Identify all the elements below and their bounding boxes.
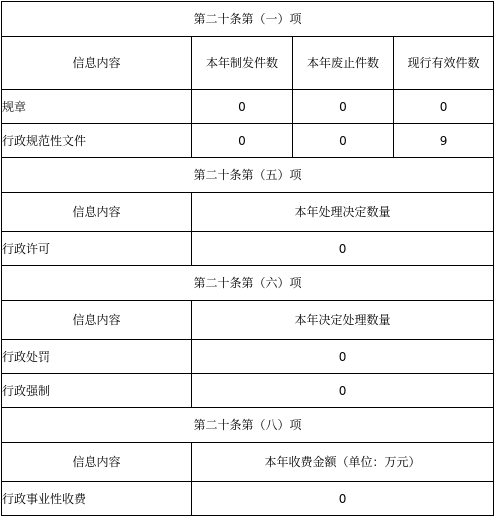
row-label: 行政规范性文件 <box>2 124 192 158</box>
header-row <box>2 37 494 90</box>
row-label: 行政事业性收费 <box>2 482 192 516</box>
section-title: 第二十条第（六）项 <box>2 266 494 301</box>
row-value: 0 <box>192 340 494 374</box>
row-value: 0 <box>192 232 494 266</box>
table-row <box>2 482 494 516</box>
header-repealed-count: 本年废止件数 <box>293 37 394 90</box>
table-row <box>2 232 494 266</box>
header-decision-count: 本年处理决定数量 <box>192 193 494 232</box>
disclosure-tables <box>1 1 495 514</box>
row-label: 规章 <box>2 90 192 124</box>
header-info-content: 信息内容 <box>2 193 192 232</box>
table-row <box>2 90 494 124</box>
table-row <box>2 124 494 158</box>
section-title-row <box>2 158 494 193</box>
header-info-content: 信息内容 <box>2 37 192 90</box>
header-row <box>2 193 494 232</box>
disclosure-table <box>1 1 494 516</box>
section-title: 第二十条第（一）项 <box>2 2 494 37</box>
row-value: 0 <box>192 374 494 408</box>
header-fee-amount: 本年收费金额（单位：万元） <box>192 443 494 482</box>
section-title-row <box>2 2 494 37</box>
header-row <box>2 301 494 340</box>
row-value: 0 <box>293 124 394 158</box>
header-row <box>2 443 494 482</box>
row-value: 0 <box>192 124 293 158</box>
header-issued-count: 本年制发件数 <box>192 37 293 90</box>
row-value: 0 <box>192 482 494 516</box>
row-label: 行政强制 <box>2 374 192 408</box>
table-row <box>2 374 494 408</box>
section-title: 第二十条第（八）项 <box>2 408 494 443</box>
header-valid-count: 现行有效件数 <box>394 37 494 90</box>
header-info-content: 信息内容 <box>2 301 192 340</box>
header-info-content: 信息内容 <box>2 443 192 482</box>
section-title-row <box>2 408 494 443</box>
table-row <box>2 340 494 374</box>
row-value: 0 <box>293 90 394 124</box>
row-value: 0 <box>394 90 494 124</box>
header-handling-count: 本年决定处理数量 <box>192 301 494 340</box>
row-value: 0 <box>192 90 293 124</box>
section-title: 第二十条第（五）项 <box>2 158 494 193</box>
row-value: 9 <box>394 124 494 158</box>
row-label: 行政处罚 <box>2 340 192 374</box>
row-label: 行政许可 <box>2 232 192 266</box>
section-title-row <box>2 266 494 301</box>
